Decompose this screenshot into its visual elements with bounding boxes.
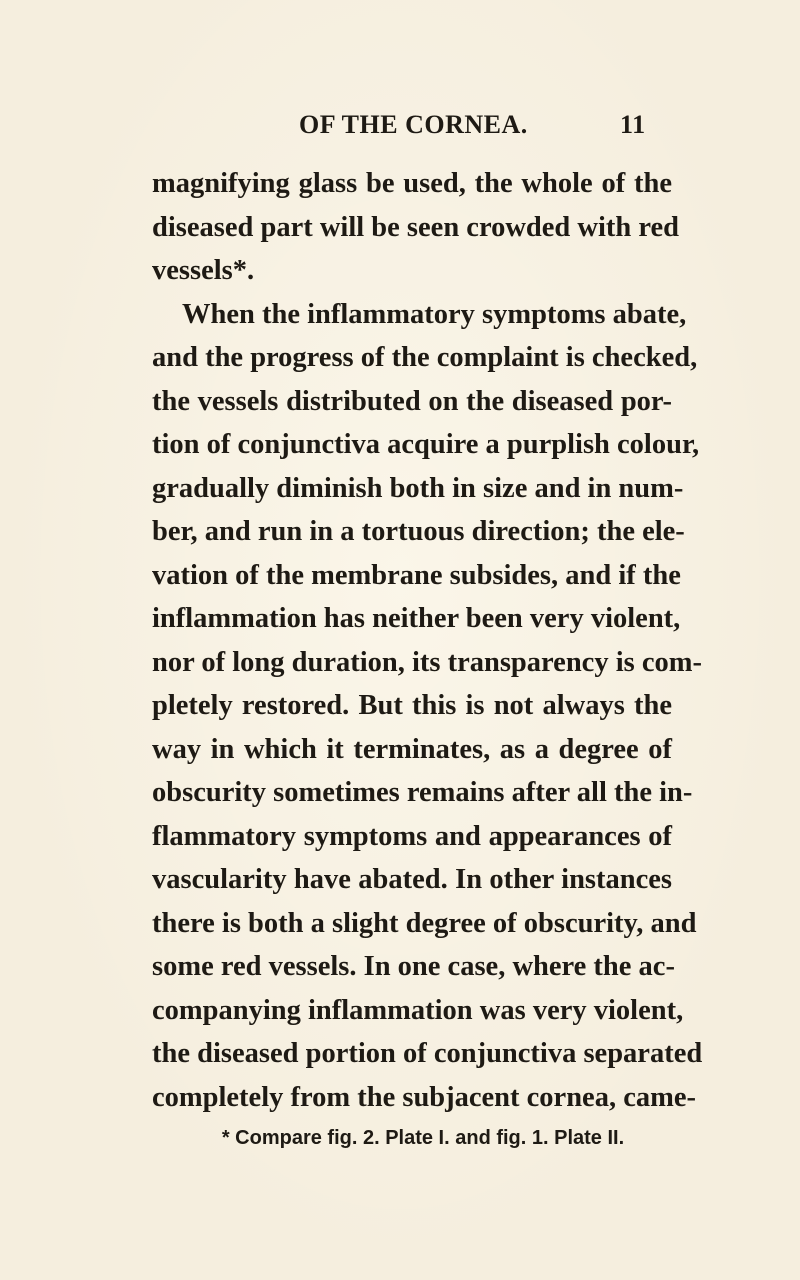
text-line: ber, and run in a tortuous direction; the ele- <box>152 516 685 547</box>
text-line: the vessels distributed on the diseased por- <box>152 385 672 417</box>
text-line: diseased part will be seen crowded with red <box>152 211 679 243</box>
page-number: 11 <box>620 110 646 139</box>
text-line: and the progress of the complaint is checked, <box>152 342 698 373</box>
text-line: obscurity sometimes remains after all the in- <box>152 777 693 808</box>
text-line: there is both a slight degree of obscurity, and <box>152 907 697 939</box>
footnote: * Compare fig. 2. Plate I. and fig. 1. Plate II. <box>221 1127 625 1149</box>
text-line: vation of the membrane subsides, and if the <box>152 559 681 591</box>
text-line: completely from the subjacent cornea, came- <box>152 1081 696 1113</box>
text-line: some red vessels. In one case, where the ac- <box>152 951 675 982</box>
body-text <box>152 162 703 1119</box>
text-line: nor of long duration, its transparency is com- <box>152 646 702 678</box>
text-line: inflammation has neither been very violent, <box>152 603 681 634</box>
text-line: When the inflammatory symptoms abate, <box>182 298 687 330</box>
text-line: way in which it terminates, as a degree of <box>152 733 672 765</box>
text-line: magnifying glass be used, the whole of the <box>152 168 672 199</box>
text-line: gradually diminish both in size and in num- <box>152 472 684 504</box>
page-header <box>0 110 800 150</box>
text-line: tion of conjunctiva acquire a purplish colour, <box>152 429 700 460</box>
text-line: flammatory symptoms and appearances of <box>152 820 672 852</box>
text-line: companying inflammation was very violent, <box>152 994 684 1026</box>
text-line: vessels*. <box>152 255 255 286</box>
text-line: the diseased portion of conjunctiva separated <box>152 1038 703 1069</box>
running-head: OF THE CORNEA. <box>299 110 528 139</box>
text-line: pletely restored. But this is not always the <box>152 690 672 721</box>
text-line: vascularity have abated. In other instances <box>152 864 672 895</box>
